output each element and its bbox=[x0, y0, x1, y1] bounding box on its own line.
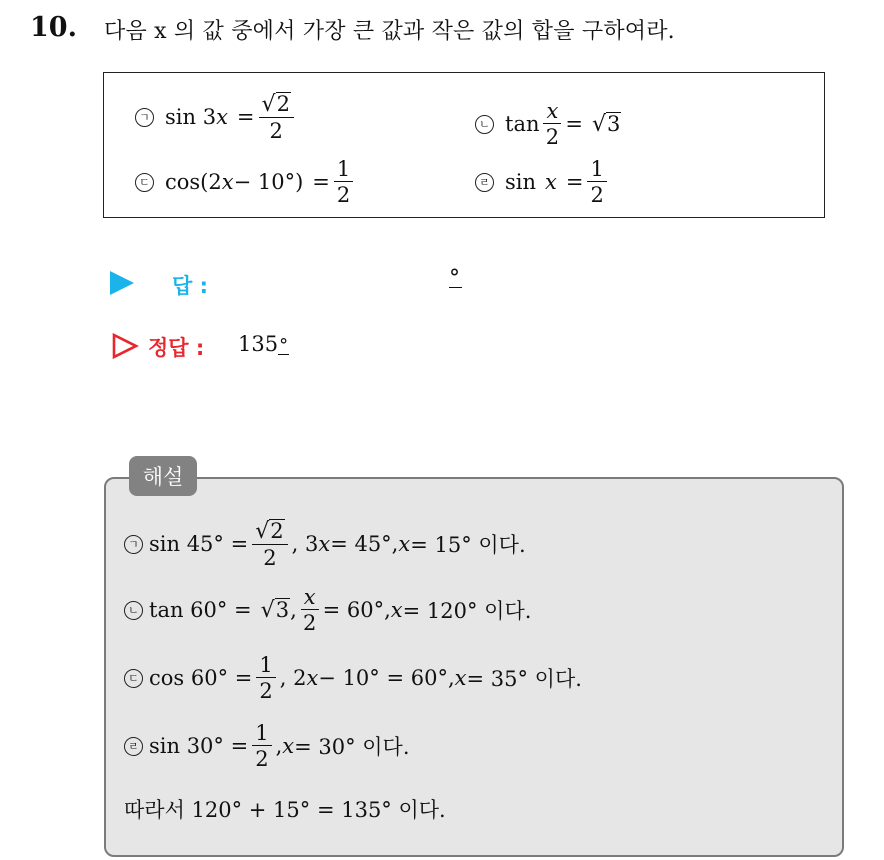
solution-line-5: 따라서 120° + 15° = 135° 이다. bbox=[124, 798, 446, 822]
question-number: 10. bbox=[30, 12, 77, 43]
marker-c: ㄷ bbox=[135, 173, 154, 192]
correct-arrow-icon bbox=[111, 332, 139, 360]
solution-line-2: ㄴ tan 60° = √ 3 , $\frac{x}{2}$ = 60°, x = 120° 이다. bbox=[124, 586, 531, 634]
fraction: √ 2 2 bbox=[259, 92, 294, 142]
option-c: ㄷ cos(2 x − 10°) = $\frac{1}{2}$ bbox=[135, 158, 357, 206]
question-text: 다음 x 의 값 중에서 가장 큰 값과 작은 값의 합을 구하여라. bbox=[104, 19, 675, 44]
correct-label: 정답 : bbox=[148, 336, 205, 360]
marker-d: ㄹ bbox=[475, 173, 494, 192]
solution-tag: 해설 bbox=[129, 456, 197, 496]
option-d: ㄹ sin x = $\frac{1}{2}$ bbox=[475, 158, 611, 206]
fraction: $\frac{1}{2}$ bbox=[587, 158, 606, 206]
fraction: $\frac{1}{2}$ bbox=[334, 158, 353, 206]
answer-label: 답 : bbox=[172, 274, 208, 298]
marker-b: ㄴ bbox=[475, 115, 494, 134]
fraction: $\frac{x}{2}$ bbox=[543, 100, 561, 148]
solution-line-4: ㄹ sin 30° = $\frac{1}{2}$ , x = 30° 이다. bbox=[124, 722, 410, 770]
answer-unit-slot[interactable]: ° bbox=[449, 266, 460, 291]
option-a: ㄱ sin 3 x = √ 2 2 bbox=[135, 92, 298, 142]
solution-line-1: ㄱ sin 45° = √ 2 2 , 3 x = 45°, x = 15° 이다. bbox=[124, 519, 526, 569]
answer-arrow-icon bbox=[110, 271, 134, 295]
marker-a: ㄱ bbox=[135, 108, 154, 127]
sqrt: √ 3 bbox=[591, 111, 621, 137]
correct-value: 135° bbox=[238, 332, 289, 356]
solution-line-3: ㄷ cos 60° = $\frac{1}{2}$ , 2 x − 10° = 60°, x = 35° 이다. bbox=[124, 654, 582, 702]
option-b: ㄴ tan $\frac{x}{2}$ = √ 3 bbox=[475, 100, 621, 148]
